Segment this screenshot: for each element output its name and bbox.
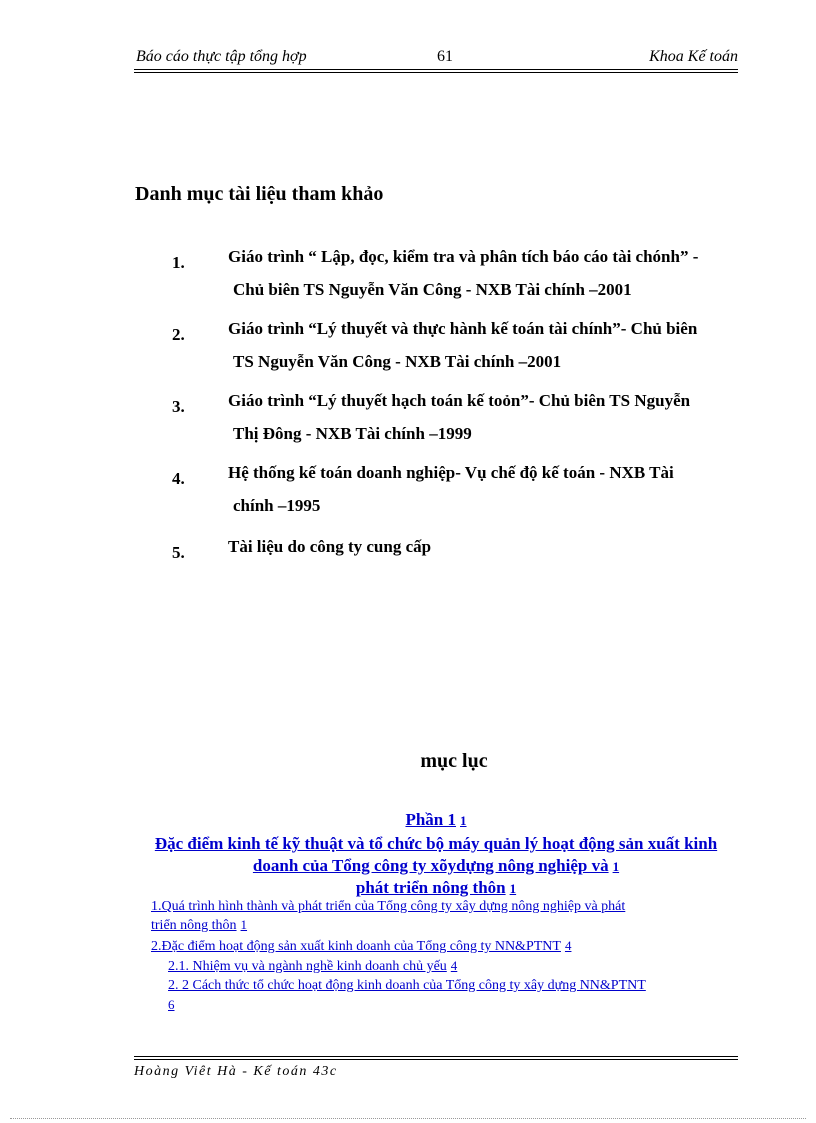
reference-text-cont: chính –1995 <box>233 496 321 515</box>
toc-title: mục lục <box>420 750 488 772</box>
toc-part-heading[interactable] <box>134 832 738 856</box>
page-header <box>134 48 738 70</box>
reference-text-cont: Chủ biên TS Nguyễn Văn Công - NXB Tài chính –2001 <box>233 280 632 299</box>
reference-number: 3. <box>172 397 185 416</box>
toc-part-label[interactable] <box>134 808 738 833</box>
toc-page-number: 1 <box>509 881 517 896</box>
reference-number: 1. <box>172 253 185 272</box>
toc-entry-link[interactable] <box>168 957 457 976</box>
references-title: Danh mục tài liệu tham khảo <box>135 183 384 205</box>
toc-page-number: 1 <box>612 859 620 874</box>
toc-entry-text[interactable]: 2.Đặc điểm hoạt động sản xuất kinh doanh của Tổng công ty NN&PTNT <box>151 939 561 954</box>
reference-number: 2. <box>172 325 185 344</box>
reference-text: Giáo trình “Lý thuyết hạch toán kế toỏn”- Chủ biên TS Nguyễn <box>228 391 691 410</box>
toc-heading-link[interactable]: phát triển nông thôn <box>355 878 506 897</box>
toc-entry-link[interactable]: 2. 2 Cách thức tổ chức hoạt động kinh doanh của Tổng công ty xây dựng NN&PTNT <box>168 978 646 993</box>
toc-page-number: 4 <box>564 938 572 953</box>
reference-text: Giáo trình “Lý thuyết và thực hành kế toán tài chính”- Chủ biên <box>228 319 698 338</box>
toc-heading-link[interactable]: doanh của Tổng công ty xõydựng nông nghiệp và <box>252 856 609 875</box>
toc-entry-text[interactable]: 2.1. Nhiệm vụ và ngành nghề kinh doanh chủ yếu <box>168 959 447 974</box>
reference-text-cont: TS Nguyễn Văn Công - NXB Tài chính –2001 <box>233 352 562 371</box>
reference-text: Tài liệu do công ty cung cấp <box>228 537 432 556</box>
header-department: Khoa Kế toán <box>649 48 738 65</box>
reference-text: Giáo trình “ Lập, đọc, kiểm tra và phân tích báo cáo tài chónh” - <box>228 247 699 266</box>
toc-page-number: 4 <box>450 958 458 973</box>
footer-rule <box>134 1056 738 1060</box>
header-report-title: Báo cáo thực tập tổng hợp <box>136 48 307 65</box>
reference-number: 4. <box>172 469 185 488</box>
header-page-number: 61 <box>437 48 453 65</box>
reference-text: Hệ thống kế toán doanh nghiệp- Vụ chế độ kế toán - NXB Tài <box>228 463 674 482</box>
toc-page-number: 6 <box>168 997 175 1012</box>
toc-page-number: 1 <box>460 813 467 828</box>
toc-entry-link[interactable] <box>151 937 571 956</box>
toc-entry-link[interactable] <box>168 996 175 1015</box>
toc-entry-link[interactable]: 1.Quá trình hình thành và phát triển của Tổng công ty xây dựng nông nghiệp và phát <box>151 899 626 914</box>
toc-part-link[interactable]: Phần 1 <box>405 810 457 829</box>
page-bottom-dotted-rule <box>10 1118 806 1119</box>
reference-number: 5. <box>172 543 185 562</box>
reference-text-cont: Thị Đông - NXB Tài chính –1999 <box>233 424 472 443</box>
toc-entry-text[interactable]: triển nông thôn <box>151 918 237 933</box>
header-rule <box>134 69 738 73</box>
footer-author: Hoàng Viêt Hà - Kế toán 43c <box>134 1064 338 1079</box>
toc-page-number: 1 <box>240 917 248 932</box>
toc-entry-link[interactable] <box>151 916 247 935</box>
toc-heading-link[interactable]: Đặc điểm kinh tế kỹ thuật và tổ chức bộ máy quản lý hoạt động sản xuất kinh <box>154 834 718 853</box>
